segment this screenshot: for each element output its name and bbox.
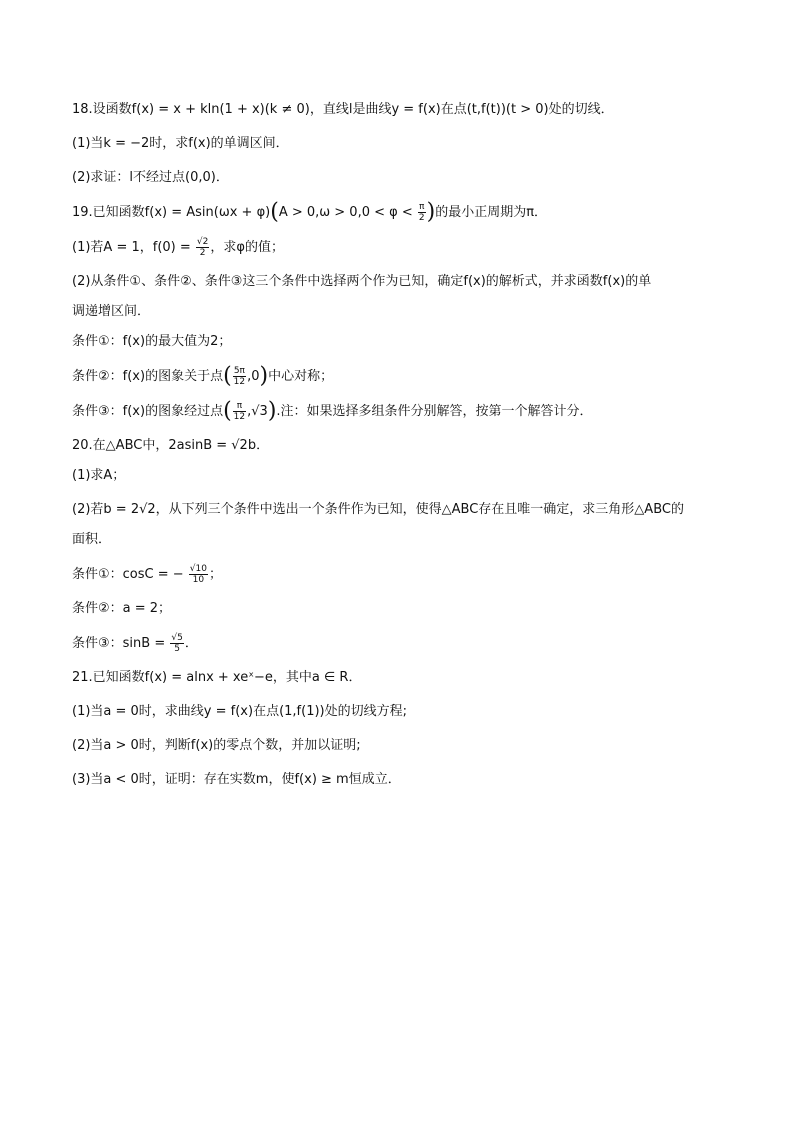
q18-stem: 18.设函数f(x) = x + kln(1 + x)(k ≠ 0)，直线l是曲线y = f(x)在点(t,f(t))(t > 0)处的切线． [72, 102, 614, 117]
q21-stem: 21.已知函数f(x) = alnx + xeˣ−e，其中a ∈ R． [72, 670, 362, 685]
paren-left: ( [270, 199, 279, 225]
q19-stem-a: 19.已知函数f(x) = Asin(ωx + φ) [72, 205, 271, 220]
fraction-numerator: π [233, 401, 246, 412]
q19-cond3-b: ,√3 [247, 404, 268, 419]
fraction-numerator: √10 [189, 564, 207, 574]
question-list [72, 100, 722, 790]
q20-cond1-b: ； [208, 567, 222, 582]
q21-part1: (1)当a = 0时，求曲线y = f(x)在点(1,f(1))处的切线方程; [72, 704, 407, 719]
q19-part1-b: ，求φ的值； [210, 240, 284, 255]
q19-part2-line2: 调递增区间． [72, 304, 151, 319]
q19-part1-fraction [196, 237, 209, 258]
q19-cond3-a: 条件③：f(x)的图象经过点 [72, 404, 224, 419]
q19-part2-line1: (2)从条件①、条件②、条件③这三个条件中选择两个作为已知，确定f(x)的解析式，并求函数f(x)的单 [72, 274, 652, 289]
q19-part1-a: (1)若A = 1，f(0) = [72, 240, 191, 255]
q19-cond3-c: .注：如果选择多组条件分别解答，按第一个解答计分． [276, 404, 593, 419]
q19-stem [72, 199, 722, 225]
q19-cond2-c: 中心对称； [268, 369, 334, 384]
paren-right: ) [267, 398, 277, 424]
fraction-denominator: 10 [192, 575, 205, 585]
fraction-denominator: 2 [418, 213, 425, 223]
q19-cond2 [72, 363, 722, 389]
fraction-denominator: 12 [233, 377, 246, 387]
q19-cond2-a: 条件②：f(x)的图象关于点 [72, 369, 224, 384]
q20-cond3-fraction [170, 633, 183, 654]
fraction-denominator: 12 [233, 412, 246, 422]
q21-part2: (2)当a > 0时，判断f(x)的零点个数，并加以证明; [72, 738, 361, 753]
q21-part3: (3)当a < 0时，证明：存在实数m，使f(x) ≥ m恒成立． [72, 772, 401, 787]
q20-part2-line2: 面积． [72, 532, 112, 547]
q19-stem-cond: A > 0,ω > 0,0 < φ < [278, 205, 413, 220]
fraction-denominator: 5 [174, 644, 180, 654]
q20-cond3 [72, 633, 722, 654]
q20-part1: (1)求A； [72, 468, 126, 483]
fraction-numerator: √5 [171, 633, 183, 643]
q19-cond2-fraction [233, 366, 246, 387]
fraction-numerator: √2 [196, 237, 209, 247]
q19-stem-b: 的最小正周期为π． [435, 205, 548, 220]
q20-cond3-b: ． [184, 636, 198, 651]
q19-stem-fraction [418, 202, 426, 223]
q20-stem: 20.在△ABC中，2asinB = √2b． [72, 438, 270, 453]
q19-cond2-b: ,0 [247, 369, 260, 384]
q19-part1 [72, 237, 722, 258]
q20-cond1 [72, 564, 722, 585]
fraction-numerator: π [419, 202, 425, 212]
q19-cond3-fraction [233, 401, 246, 422]
q20-cond1-fraction [189, 564, 208, 585]
q20-cond2: 条件②：a = 2； [72, 601, 172, 616]
q20-cond3-a: 条件③：sinB = [72, 636, 166, 651]
q20-cond1-a: 条件①：cosC = − [72, 567, 184, 582]
q18-part1: (1)当k = −2时，求f(x)的单调区间． [72, 136, 289, 151]
paren-left: ( [223, 398, 232, 424]
paren-right: ) [259, 363, 269, 389]
paren-right: ) [426, 199, 436, 225]
q20-part2-line1: (2)若b = 2√2，从下列三个条件中选出一个条件作为已知，使得△ABC存在且唯一确定，求三角形△ABC的 [72, 502, 684, 517]
q19-cond3 [72, 398, 722, 424]
fraction-denominator: 2 [199, 248, 206, 258]
fraction-numerator: 5π [233, 366, 245, 376]
q18-part2: (2)求证：l不经过点(0,0)． [72, 170, 229, 185]
q19-cond1: 条件①：f(x)的最大值为2； [72, 334, 232, 349]
paren-left: ( [223, 363, 232, 389]
